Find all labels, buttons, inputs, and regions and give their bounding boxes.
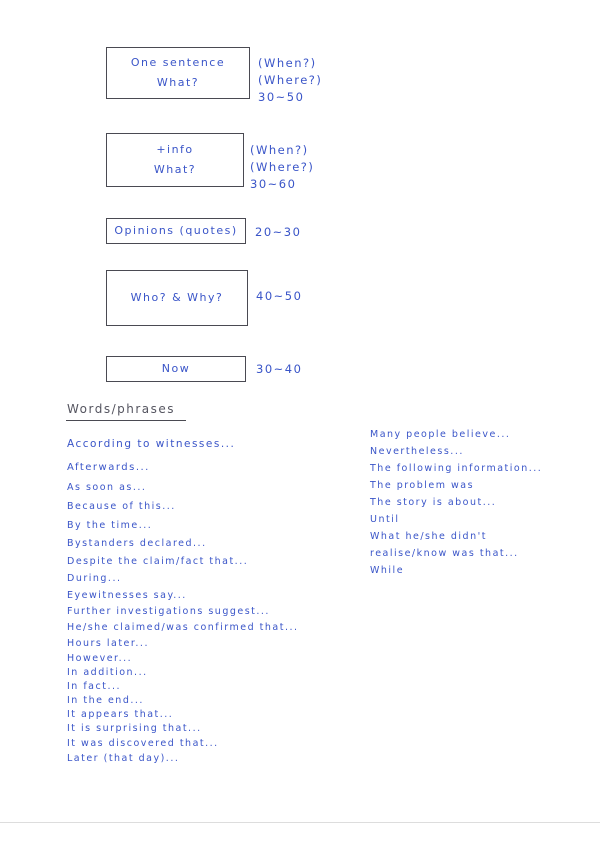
list-item: It appears that... (67, 709, 174, 720)
list-item: It was discovered that... (67, 738, 219, 749)
structure-box-who-why (106, 270, 248, 326)
box-side-notes (258, 55, 322, 106)
list-item: During... (67, 573, 122, 584)
list-item: In fact... (67, 681, 122, 692)
list-item: In addition... (67, 667, 148, 678)
list-item: Further investigations suggest... (67, 606, 270, 617)
box-side-notes (255, 224, 301, 241)
list-item: Because of this... (67, 501, 176, 512)
list-item: Eyewitnesses say... (67, 590, 187, 601)
list-item: However... (67, 653, 133, 664)
list-item: Afterwards... (67, 462, 150, 473)
side-note: (Where?) (250, 160, 315, 174)
box-text: Who? & Why? (130, 291, 224, 304)
list-item: Until (370, 514, 400, 525)
list-item: Nevertheless... (370, 446, 464, 457)
structure-box-opinions (106, 218, 246, 244)
box-text: +info (156, 143, 194, 156)
side-note: 30~40 (256, 362, 303, 376)
list-item: The following information... (370, 463, 543, 474)
side-note: (When?) (250, 143, 309, 157)
side-note: (Where?) (258, 73, 323, 87)
heading-underline (66, 420, 186, 421)
box-text: One sentence (130, 56, 226, 69)
phrase-list-left (67, 432, 299, 766)
list-item: Bystanders declared... (67, 538, 207, 549)
side-note: 30~60 (250, 177, 297, 191)
side-note: 20~30 (255, 225, 302, 239)
list-item: The problem was (370, 480, 475, 491)
side-note: 40~50 (256, 289, 303, 303)
structure-box-headline (106, 47, 250, 99)
box-text: What? (156, 76, 200, 89)
list-item: According to witnesses... (67, 438, 236, 450)
list-item: While (370, 565, 405, 576)
words-phrases-heading: Words/phrases (67, 402, 176, 416)
list-item: He/she claimed/was confirmed that... (67, 622, 299, 633)
box-side-notes (250, 142, 314, 193)
list-item: Later (that day)... (67, 753, 180, 764)
phrase-list-right (370, 426, 542, 579)
structure-box-info (106, 133, 244, 187)
page-edge-divider (0, 822, 600, 823)
box-text: Opinions (quotes) (114, 224, 238, 237)
box-text: What? (153, 163, 197, 176)
list-item: The story is about... (370, 497, 497, 508)
list-item: realise/know was that... (370, 548, 519, 559)
box-side-notes (256, 361, 302, 378)
box-side-notes (256, 288, 302, 305)
list-item: As soon as... (67, 482, 147, 493)
box-text: Now (161, 362, 191, 375)
list-item: What he/she didn't (370, 531, 487, 542)
list-item: Despite the claim/fact that... (67, 556, 249, 567)
side-note: (When?) (258, 56, 317, 70)
list-item: It is surprising that... (67, 723, 202, 734)
list-item: In the end... (67, 695, 144, 706)
list-item: Hours later... (67, 638, 149, 649)
structure-box-now (106, 356, 246, 382)
list-item: By the time... (67, 520, 153, 531)
side-note: 30~50 (258, 90, 305, 104)
list-item: Many people believe... (370, 429, 511, 440)
